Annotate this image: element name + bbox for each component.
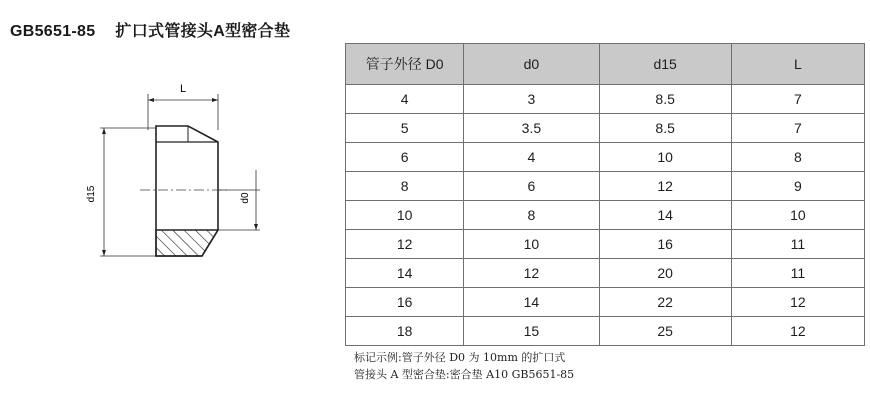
cell-d0: 14 — [464, 288, 599, 317]
cell-d15: 8.5 — [599, 114, 731, 143]
marking-example-note — [354, 349, 574, 383]
cell-L: 12 — [731, 288, 864, 317]
cell-d0: 8 — [464, 201, 599, 230]
cell-pipe-od: 5 — [346, 114, 464, 143]
cell-d0: 10 — [464, 230, 599, 259]
cell-pipe-od: 12 — [346, 230, 464, 259]
cell-L: 11 — [731, 230, 864, 259]
cell-d15: 14 — [599, 201, 731, 230]
table-header-row — [346, 44, 865, 85]
cell-pipe-od: 10 — [346, 201, 464, 230]
table-row — [346, 201, 865, 230]
length-dimension — [148, 83, 218, 130]
cell-d0: 3 — [464, 85, 599, 114]
table-row — [346, 172, 865, 201]
cell-d15: 25 — [599, 317, 731, 346]
part-name: 扩口式管接头A型密合垫 — [115, 23, 291, 40]
cell-L: 12 — [731, 317, 864, 346]
standard-code: GB5651-85 — [10, 23, 96, 40]
table-row — [346, 288, 865, 317]
table-row — [346, 317, 865, 346]
cell-d15: 10 — [599, 143, 731, 172]
cell-d15: 8.5 — [599, 85, 731, 114]
dimension-table — [345, 43, 865, 346]
cell-pipe-od: 14 — [346, 259, 464, 288]
header-pipe-od: 管子外径 D0 — [346, 44, 464, 85]
cell-L: 8 — [731, 143, 864, 172]
note-line-1: 标记示例:管子外径 D0 为 10mm 的扩口式 — [354, 351, 566, 364]
table-row — [346, 143, 865, 172]
table-row — [346, 114, 865, 143]
cell-L: 7 — [731, 85, 864, 114]
cell-L: 11 — [731, 259, 864, 288]
cell-pipe-od: 6 — [346, 143, 464, 172]
table-row — [346, 259, 865, 288]
header-d15: d15 — [599, 44, 731, 85]
header-d0: d0 — [464, 44, 599, 85]
cell-L: 10 — [731, 201, 864, 230]
cell-d15: 20 — [599, 259, 731, 288]
table-row — [346, 230, 865, 259]
gasket-section — [140, 126, 230, 256]
cell-d15: 12 — [599, 172, 731, 201]
cell-pipe-od: 8 — [346, 172, 464, 201]
cell-pipe-od: 16 — [346, 288, 464, 317]
technical-drawing — [80, 70, 330, 280]
cell-L: 7 — [731, 114, 864, 143]
cell-d15: 22 — [599, 288, 731, 317]
cell-pipe-od: 4 — [346, 85, 464, 114]
outer-diameter-dimension — [86, 128, 156, 256]
cell-d0: 15 — [464, 317, 599, 346]
label-d15: d15 — [86, 185, 97, 203]
label-d0: d0 — [240, 192, 251, 204]
inner-diameter-dimension — [218, 170, 260, 230]
cell-pipe-od: 18 — [346, 317, 464, 346]
page-title — [10, 18, 290, 41]
cell-d0: 6 — [464, 172, 599, 201]
cell-d0: 4 — [464, 143, 599, 172]
table-row — [346, 85, 865, 114]
header-L: L — [731, 44, 864, 85]
cell-d0: 3.5 — [464, 114, 599, 143]
label-L: L — [179, 83, 187, 95]
cell-d15: 16 — [599, 230, 731, 259]
cell-d0: 12 — [464, 259, 599, 288]
cell-L: 9 — [731, 172, 864, 201]
note-line-2: 管接头 A 型密合垫:密合垫 A10 GB5651-85 — [354, 368, 575, 381]
